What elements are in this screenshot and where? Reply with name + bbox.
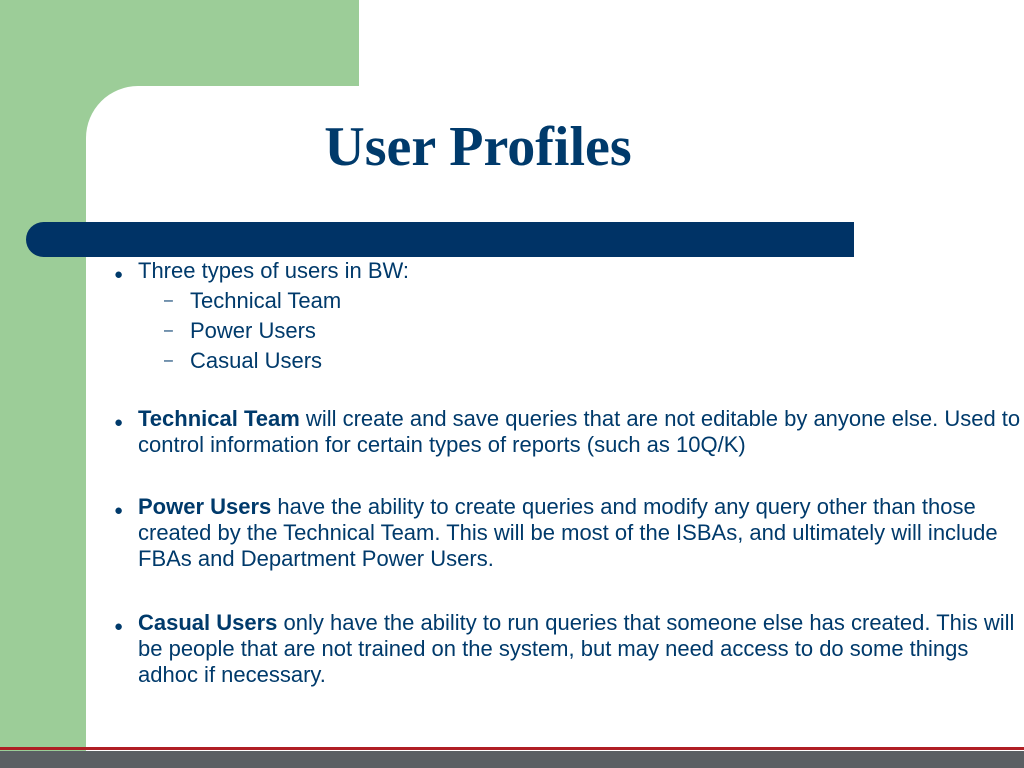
footer-bar <box>0 751 1024 768</box>
bullet-casual-users <box>110 610 1022 688</box>
dash-icon: – <box>164 352 173 369</box>
bullet-text: will create and save queries that are not editable by anyone else. Used to control information for certain types of reports (such as 10Q/K) <box>138 406 1021 457</box>
bullet-power-users <box>110 494 1022 572</box>
bullet-dot-icon: ● <box>114 618 124 635</box>
bullet-text: only have the ability to run queries that someone else has created. This will be people that are not trained on the system, but may need access to do some things adhoc if necessary. <box>138 610 1015 687</box>
bullet-dot-icon: ● <box>114 266 124 283</box>
footer-accent-line <box>0 747 1024 750</box>
bullet-technical-team <box>110 406 1022 458</box>
slide-body <box>110 258 1022 688</box>
bullet-dot-icon: ● <box>114 502 124 519</box>
dash-icon: – <box>164 292 173 309</box>
bullet-text: Three types of users in BW: <box>138 258 410 283</box>
bullet-text: have the ability to create queries and modify any query other than those created by the Technical Team. This will be most of the ISBAs, and ultimately will include FBAs and Department Power Users. <box>138 494 998 571</box>
subitem-text: Technical Team <box>190 288 342 313</box>
bullet-user-types <box>110 258 1022 284</box>
dash-icon: – <box>164 322 173 339</box>
bullet-dot-icon: ● <box>114 414 124 431</box>
subitem-technical-team <box>110 286 1022 316</box>
bullet-bold-term: Technical Team <box>138 406 300 431</box>
title-underline-bar <box>26 222 854 257</box>
bullet-bold-term: Power Users <box>138 494 272 519</box>
subitem-text: Casual Users <box>190 348 323 373</box>
subitem-text: Power Users <box>190 318 316 343</box>
bullet-bold-term: Casual Users <box>138 610 278 635</box>
slide-title: User Profiles <box>324 116 632 178</box>
subitem-casual-users <box>110 346 1022 376</box>
subitem-power-users <box>110 316 1022 346</box>
